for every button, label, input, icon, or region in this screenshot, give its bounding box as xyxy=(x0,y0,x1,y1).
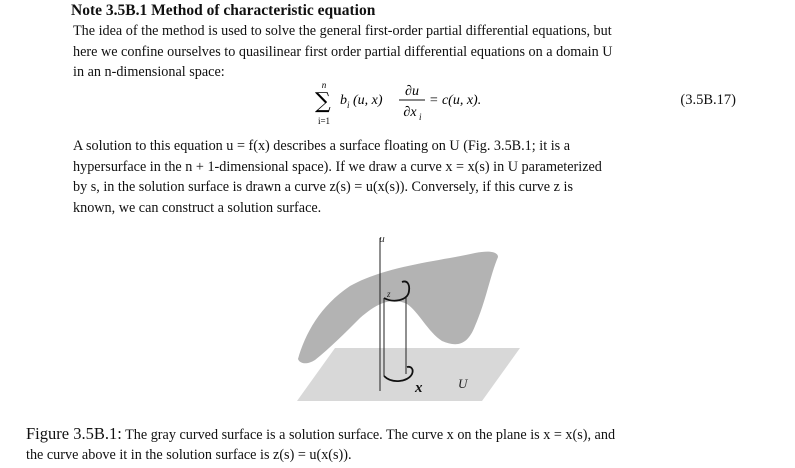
caption-line xyxy=(26,424,615,445)
solution-surface xyxy=(298,252,498,364)
coefficient-b: b xyxy=(340,93,347,108)
curve-z-label: z xyxy=(387,289,391,299)
domain-plane xyxy=(297,348,520,401)
coefficient-args: (u, x) xyxy=(353,93,383,108)
caption-text: The gray curved surface is a solution surface. The curve x on the plane is x = x(s), and xyxy=(125,427,616,443)
solution-line: hypersurface in the n + 1-dimensional space). If we draw a curve x = x(s) in U parameterized xyxy=(73,158,602,175)
equation-rhs: = c(u, x). xyxy=(429,93,482,108)
coefficient-subscript: i xyxy=(347,100,350,110)
figure-caption xyxy=(26,424,615,465)
plane-u-label: U xyxy=(458,376,468,391)
summation-sign: ∑ xyxy=(315,89,331,114)
intro-paragraph xyxy=(73,21,612,83)
fraction-numerator: ∂u xyxy=(405,84,419,99)
denominator-subscript: i xyxy=(419,112,422,122)
solution-line: known, we can construct a solution surface. xyxy=(73,199,322,216)
intro-line: here we confine ourselves to quasilinear first order partial differential equations on a domain U xyxy=(73,43,613,60)
equation-number: (3.5B.17) xyxy=(680,92,736,108)
note-heading xyxy=(71,2,375,20)
sum-lower-limit: i=1 xyxy=(317,116,331,126)
caption-line: the curve above it in the solution surface is z(s) = u(x(s)). xyxy=(26,447,352,463)
pde-equation xyxy=(312,80,542,128)
note-number: Note 3.5B.1 xyxy=(71,2,148,19)
u-axis-label: u xyxy=(379,233,385,245)
solution-paragraph xyxy=(73,136,602,218)
intro-line: The idea of the method is used to solve the general first-order partial differential equations, but xyxy=(73,23,612,39)
solution-line: A solution to this equation u = f(x) describes a surface floating on U (Fig. 3.5B.1; it is a xyxy=(73,138,570,154)
sum-upper-limit: n xyxy=(321,80,327,90)
solution-line: by s, in the solution surface is drawn a curve z(s) = u(x(s)). Conversely, if this curve z is xyxy=(73,179,573,195)
caption-lead: Figure 3.5B.1: xyxy=(26,424,122,443)
note-title: Method of characteristic equation xyxy=(151,2,376,19)
solution-surface-figure xyxy=(290,226,520,406)
curve-x-label: x xyxy=(415,380,423,396)
intro-line: in an n-dimensional space: xyxy=(73,64,225,80)
fraction-denominator: ∂x xyxy=(403,105,417,120)
